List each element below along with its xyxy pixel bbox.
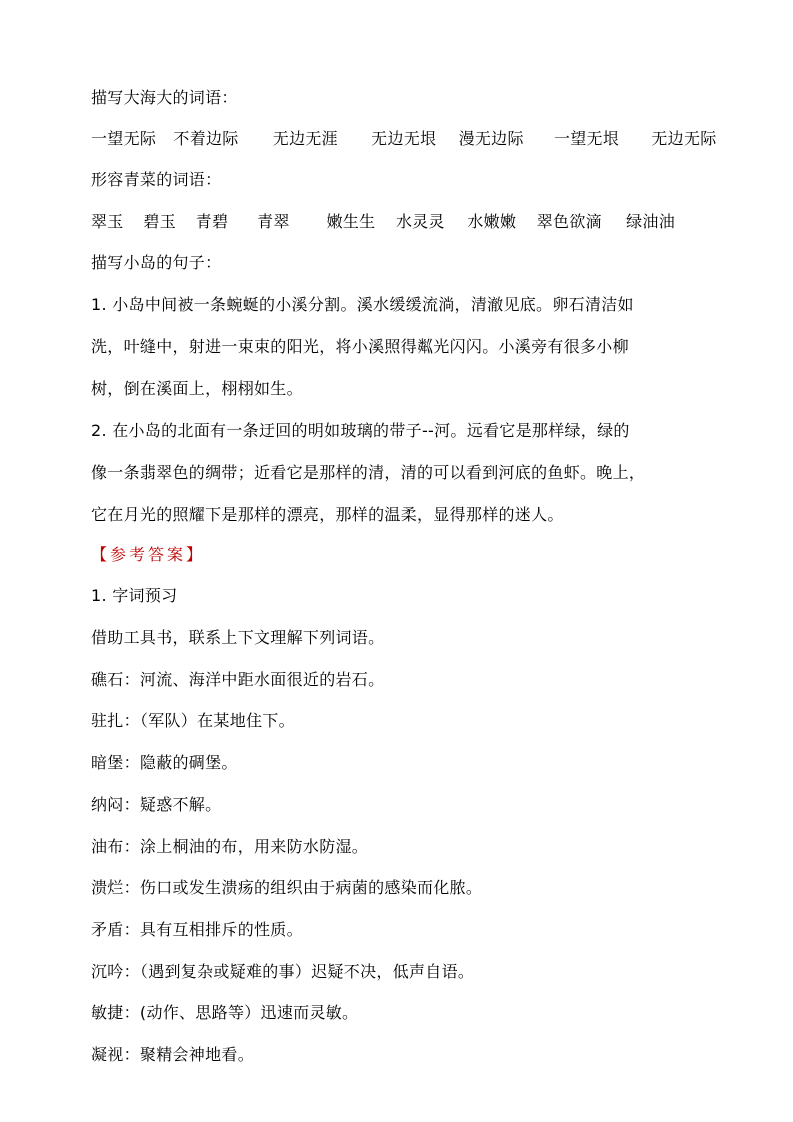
word: 无边无垠 <box>371 129 437 148</box>
word: 无边无际 <box>651 129 717 148</box>
definition-entry: 纳闷：疑惑不解。 <box>91 795 222 814</box>
paragraph-line: 树，倒在溪面上，栩栩如生。 <box>91 379 303 398</box>
definition-entry: 暗堡：隐蔽的碉堡。 <box>91 753 238 772</box>
word: 一望无际 <box>91 129 157 148</box>
sea-word-list <box>91 124 731 154</box>
definition-entry: 沉吟：（遇到复杂或疑难的事）迟疑不决，低声自语。 <box>91 962 475 981</box>
word: 不着边际 <box>173 129 239 148</box>
word: 青翠 <box>257 212 290 231</box>
paragraph-line: 洗，叶缝中，射进一束束的阳光，将小溪照得粼光闪闪。小溪旁有很多小柳 <box>91 337 629 356</box>
word: 无边无涯 <box>272 129 338 148</box>
word: 漫无边际 <box>458 129 524 148</box>
island-sentences-heading: 描写小岛的句子： <box>91 253 222 272</box>
veg-words-heading: 形容青菜的词语： <box>91 170 222 189</box>
word: 碧玉 <box>143 212 176 231</box>
word: 水嫩嫩 <box>467 212 517 231</box>
definition-entry: 溃烂：伤口或发生溃疡的组织由于病菌的感染而化脓。 <box>91 878 483 897</box>
paragraph-line: 像一条翡翠色的绸带；近看它是那样的清，清的可以看到河底的鱼虾。晚上， <box>91 463 646 482</box>
definition-entry: 油布：涂上桐油的布，用来防水防湿。 <box>91 837 369 856</box>
instruction: 借助工具书，联系上下文理解下列词语。 <box>91 628 385 647</box>
definition-entry: 矛盾：具有互相排斥的性质。 <box>91 920 303 939</box>
word: 翠色欲滴 <box>536 212 602 231</box>
reference-answer-heading: 【参考答案】 <box>91 545 206 564</box>
word: 一望无垠 <box>553 129 620 148</box>
word: 青碧 <box>195 212 229 231</box>
definition-entry: 敏捷：(动作、思路等）迅速而灵敏。 <box>91 1003 359 1022</box>
definition-entry: 驻扎：（军队）在某地住下。 <box>91 711 295 730</box>
word: 翠玉 <box>91 212 124 231</box>
definition-entry: 礁石：河流、海洋中距水面很近的岩石。 <box>91 670 385 689</box>
word: 水灵灵 <box>395 212 445 231</box>
paragraph-line: 1. 小岛中间被一条蜿蜒的小溪分割。溪水缓缓流淌，清澈见底。卵石清洁如 <box>91 295 634 314</box>
sea-words-heading: 描写大海大的词语： <box>91 88 238 107</box>
veg-word-list <box>91 207 731 237</box>
word: 嫩生生 <box>326 212 376 231</box>
section-title: 1. 字词预习 <box>91 586 178 605</box>
word: 绿油油 <box>626 212 676 231</box>
paragraph-line: 它在月光的照耀下是那样的漂亮，那样的温柔，显得那样的迷人。 <box>91 505 564 524</box>
paragraph-line: 2. 在小岛的北面有一条迂回的明如玻璃的带子--河。远看它是那样绿，绿的 <box>91 421 630 440</box>
definition-entry: 凝视：聚精会神地看。 <box>91 1045 255 1064</box>
